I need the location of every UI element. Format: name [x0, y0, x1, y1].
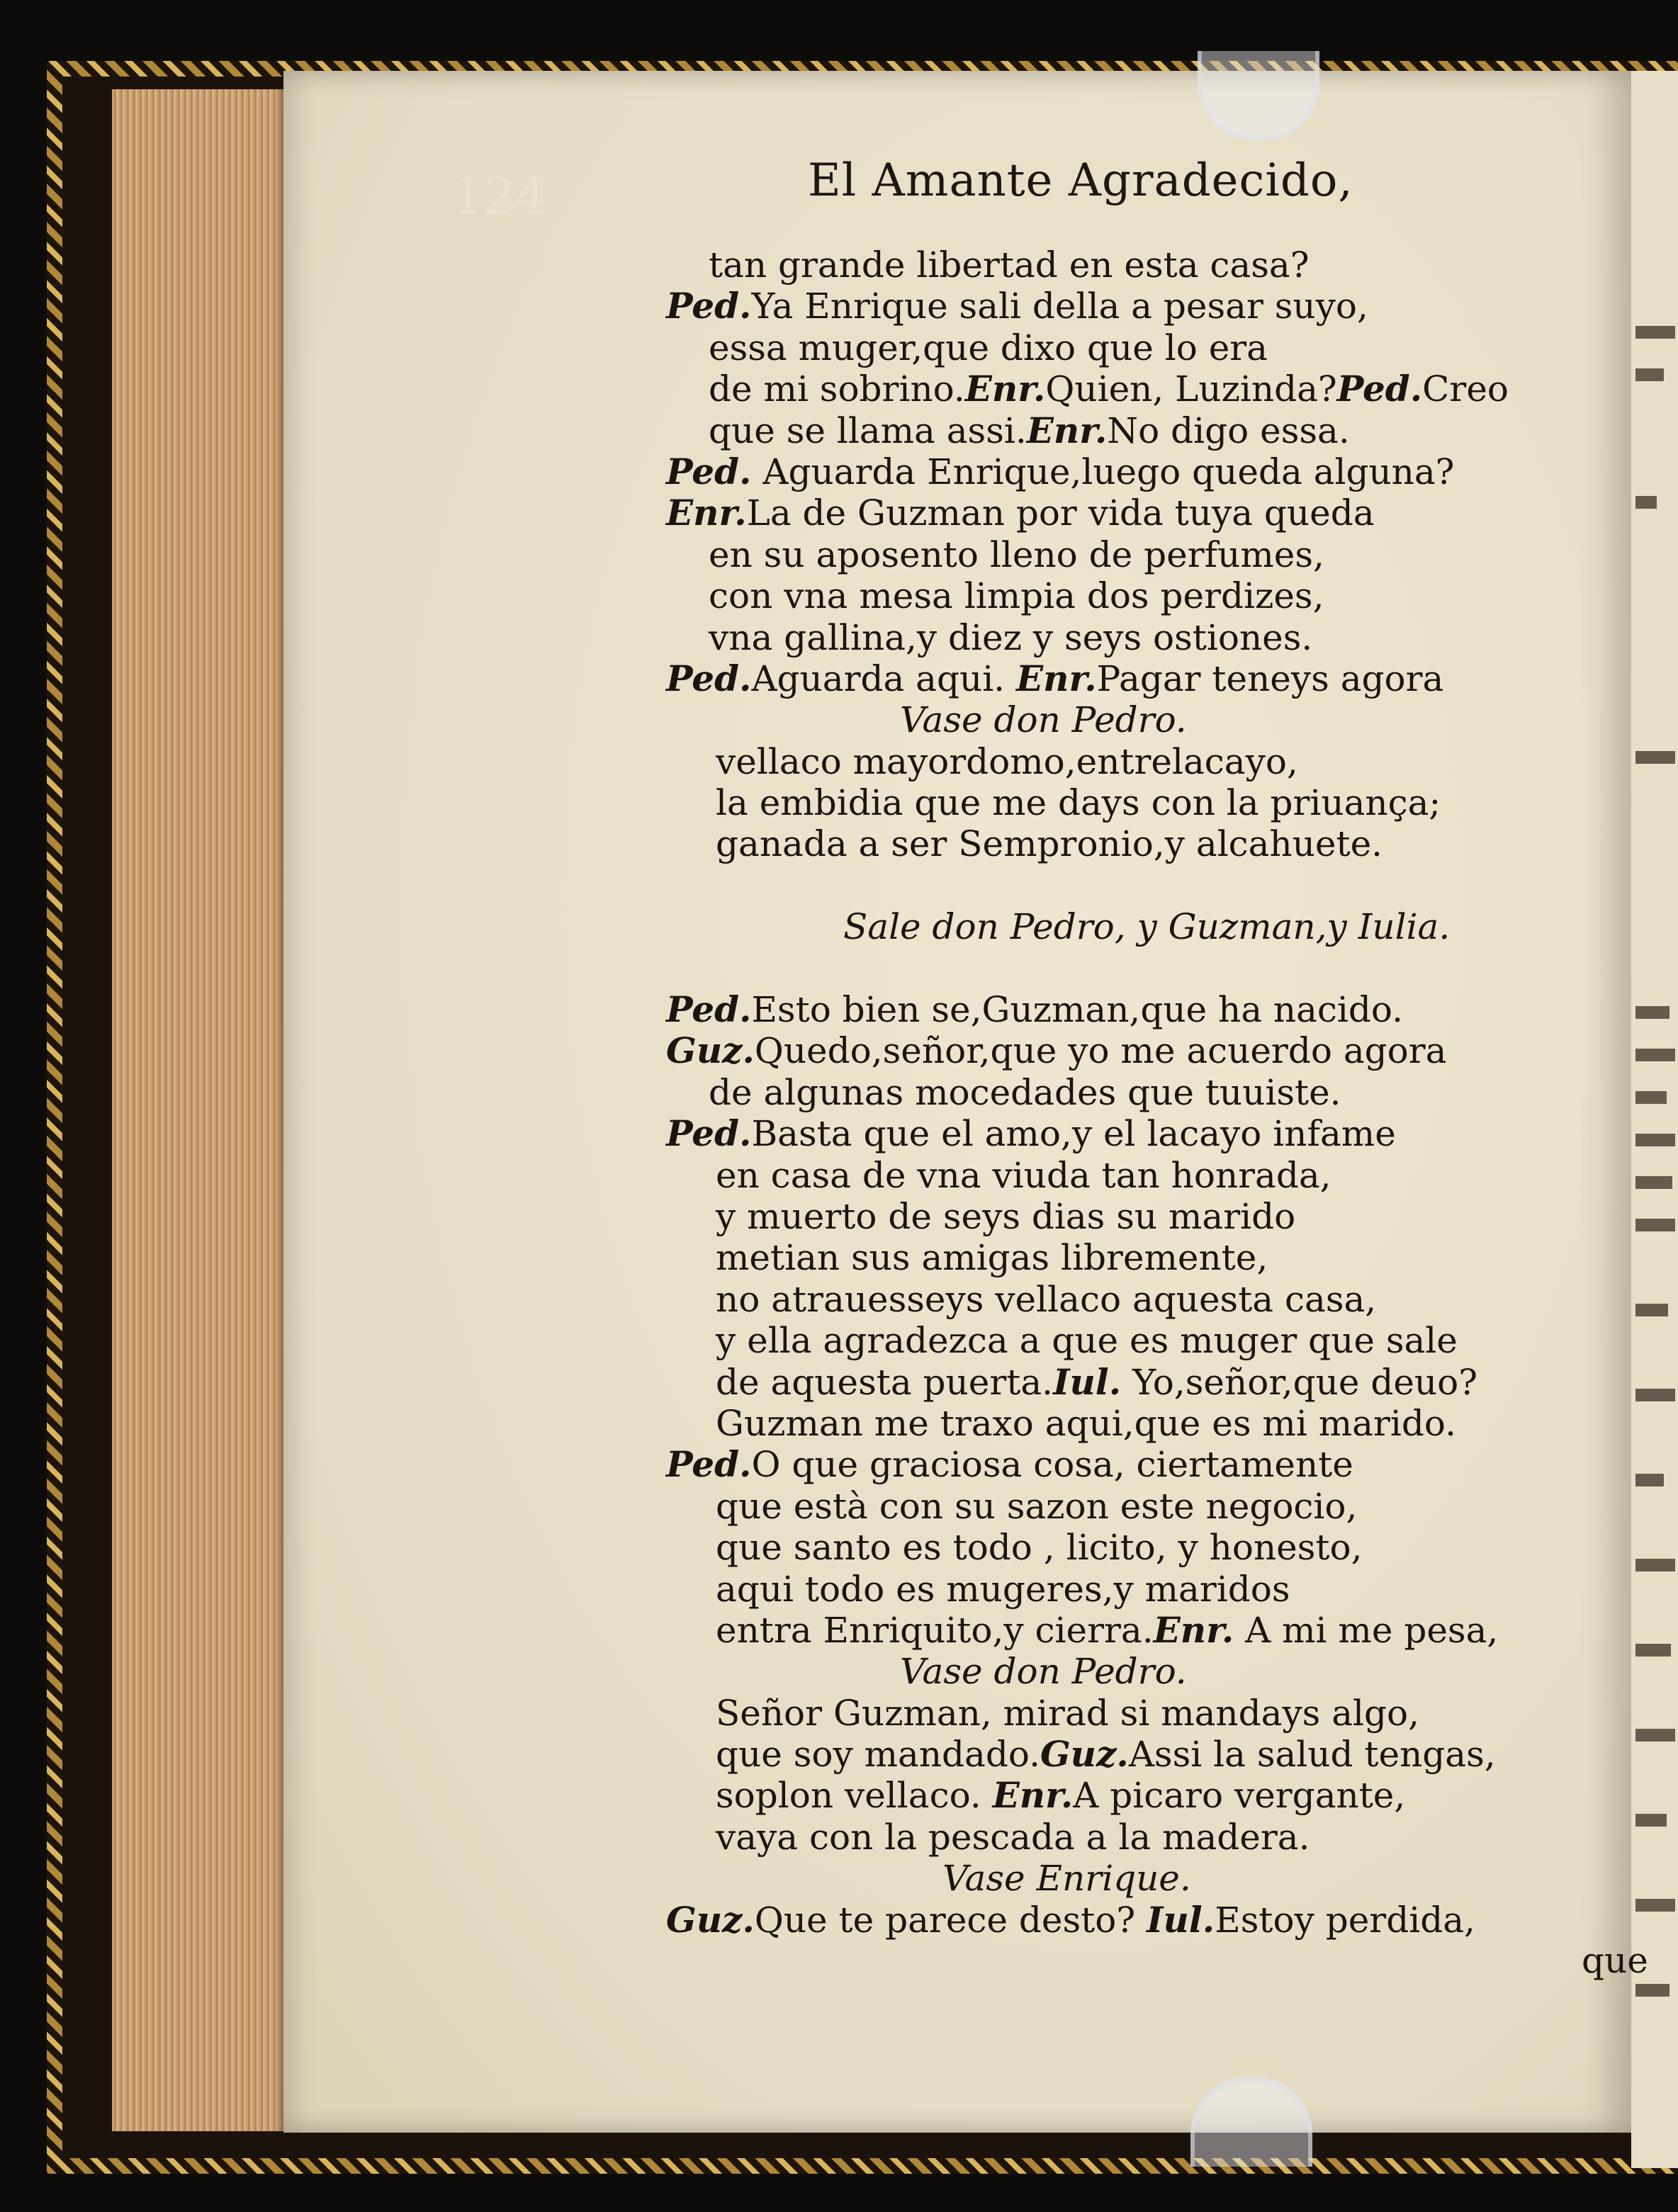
verse-text: soplon vellaco.	[716, 1775, 993, 1817]
verse-text: de mi sobrino.	[709, 368, 965, 410]
speaker-label: Enr.	[1015, 657, 1097, 699]
verse-text: Que te parece desto?	[754, 1899, 1147, 1941]
text-line	[666, 410, 1481, 451]
text-line	[666, 1030, 1481, 1071]
text-line	[666, 327, 1481, 368]
verse-text: Ya Enrique sali della a pesar suyo,	[751, 286, 1368, 327]
text-line	[666, 989, 1481, 1030]
catchword: que	[1582, 1940, 1648, 1981]
speaker-label: Ped.	[666, 1112, 752, 1155]
blank-line	[666, 948, 1481, 989]
verse-text: Creo	[1422, 368, 1509, 410]
verse-text: Señor Guzman, mirad si mandays algo,	[716, 1692, 1420, 1734]
speaker-label: Enr.	[992, 1774, 1074, 1817]
text-line	[666, 1279, 1481, 1320]
verse-text: y muerto de seys dias su marido	[716, 1195, 1296, 1237]
verse-text: vna gallina,y diez y seys ostiones.	[709, 616, 1313, 658]
text-line	[666, 1320, 1481, 1361]
stage-direction: Vase Enrique.	[942, 1858, 1191, 1900]
text-line	[666, 1237, 1481, 1278]
verse-text: y ella agradezca a que es muger que sale	[716, 1320, 1458, 1362]
verse-text: que santo es todo , licito, y honesto,	[716, 1527, 1363, 1569]
text-line	[666, 244, 1481, 286]
text-line	[666, 699, 1481, 740]
text-line	[666, 368, 1509, 410]
page-edges	[112, 89, 283, 2131]
text-line	[666, 1569, 1481, 1610]
text-line	[666, 1113, 1481, 1154]
text-line	[666, 1733, 1496, 1776]
verse-text: Yo,señor,que deuo?	[1121, 1361, 1478, 1403]
text-line	[666, 1362, 1481, 1403]
verse-text: tan grande libertad en esta casa?	[709, 244, 1310, 286]
verse-text: Assi la salud tengas,	[1128, 1734, 1496, 1776]
speaker-label: Guz.	[1040, 1733, 1129, 1776]
speaker-label: Enr.	[1153, 1608, 1234, 1651]
stage-direction: Vase don Pedro.	[900, 699, 1187, 741]
verse-text: con vna mesa limpia dos perdizes,	[709, 575, 1324, 617]
text-line	[666, 741, 1481, 782]
text-line	[666, 906, 1481, 947]
text-line	[666, 575, 1481, 616]
verse-text: Quien, Luzinda?	[1045, 368, 1337, 410]
verse-text: en casa de vna viuda tan honrada,	[716, 1154, 1331, 1196]
text-line	[666, 451, 1481, 492]
text-line	[666, 1486, 1481, 1527]
running-title: El Amante Agradecido,	[808, 154, 1353, 207]
verse-text: que està con su sazon este negocio,	[716, 1485, 1358, 1527]
speaker-label: Ped.	[666, 450, 752, 492]
verse-text: Pagar teneys agora	[1096, 658, 1444, 699]
verse-text: vaya con la pescada a la madera.	[716, 1816, 1310, 1858]
verse-text: de algunas mocedades que tuuiste.	[709, 1071, 1341, 1113]
page-number: 124	[452, 167, 547, 225]
verse-text: en su aposento lleno de perfumes,	[709, 534, 1324, 575]
verse-text: Esto bien se,Guzman,que ha nacido.	[751, 989, 1404, 1031]
speaker-label: Ped.	[666, 1443, 752, 1486]
verse-text: A picaro vergante,	[1073, 1775, 1406, 1817]
verse-text: Quedo,señor,que yo me acuerdo agora	[754, 1030, 1447, 1072]
speaker-label: Guz.	[666, 1029, 755, 1072]
text-line	[666, 1155, 1481, 1196]
verse-text: no atrauesseys vellaco aquesta casa,	[716, 1278, 1377, 1320]
text-line	[666, 1527, 1481, 1568]
speaker-label: Enr.	[964, 368, 1046, 410]
verse-text: Basta que el amo,y el lacayo infame	[751, 1113, 1396, 1155]
verse-text: A mi me pesa,	[1234, 1609, 1499, 1651]
speaker-label: Ped.	[666, 285, 752, 327]
verse-text: que se llama assi.	[709, 410, 1027, 451]
verse-text: O que graciosa cosa, ciertamente	[751, 1444, 1353, 1486]
verse-text: metian sus amigas libremente,	[716, 1237, 1268, 1279]
text-line	[666, 286, 1481, 327]
verse-text: entra Enriquito,y cierra.	[716, 1609, 1154, 1651]
verse-text: essa muger,que dixo que lo era	[709, 327, 1268, 368]
text-line	[666, 1444, 1481, 1485]
text-line	[666, 658, 1481, 699]
speaker-label: Enr.	[666, 492, 747, 534]
text-line	[666, 1196, 1481, 1237]
text-line	[666, 1608, 1499, 1651]
text-line	[666, 534, 1481, 575]
text-line	[666, 1072, 1481, 1113]
verse-text: La de Guzman por vida tuya queda	[746, 492, 1375, 534]
text-line	[666, 1817, 1481, 1858]
verse-text: vellaco mayordomo,entrelacayo,	[716, 740, 1298, 782]
next-leaf-edge	[1631, 71, 1678, 2168]
play-text	[666, 244, 1509, 1941]
text-line	[666, 1403, 1481, 1444]
verse-text: Aguarda Enrique,luego queda alguna?	[751, 451, 1455, 492]
speaker-label: Ped.	[666, 657, 752, 699]
verse-text: de aquesta puerta.	[716, 1361, 1054, 1403]
verse-text: Guzman me traxo aqui,que es mi marido.	[716, 1402, 1456, 1444]
text-line	[666, 617, 1481, 658]
speaker-label: Ped.	[666, 988, 752, 1031]
text-line	[666, 492, 1481, 534]
speaker-label: Enr.	[1026, 409, 1108, 451]
text-line	[666, 1775, 1481, 1816]
speaker-label: Guz.	[666, 1898, 755, 1941]
text-line	[666, 1858, 1481, 1899]
verse-text: que soy mandado.	[716, 1734, 1040, 1776]
verse-text: Aguarda aqui.	[751, 658, 1016, 699]
text-line	[666, 1651, 1481, 1692]
text-line	[666, 1900, 1481, 1941]
speaker-label: Ped.	[1336, 368, 1423, 410]
stage-direction: Vase don Pedro.	[900, 1651, 1187, 1693]
verse-text: aqui todo es mugeres,y maridos	[716, 1568, 1290, 1610]
text-line	[666, 782, 1481, 823]
speaker-label: Iul.	[1147, 1898, 1215, 1941]
speaker-label: Iul.	[1053, 1360, 1122, 1403]
verse-text: la embidia que me days con la priuança;	[716, 782, 1441, 824]
verse-text: ganada a ser Sempronio,y alcahuete.	[716, 823, 1383, 865]
verse-text: No digo essa.	[1107, 410, 1350, 451]
text-line	[666, 823, 1481, 864]
verse-text: Estoy perdida,	[1215, 1899, 1475, 1941]
blank-line	[666, 865, 1481, 906]
stage-direction: Sale don Pedro, y Guzman,y Iulia.	[843, 906, 1451, 948]
text-line	[666, 1693, 1481, 1734]
